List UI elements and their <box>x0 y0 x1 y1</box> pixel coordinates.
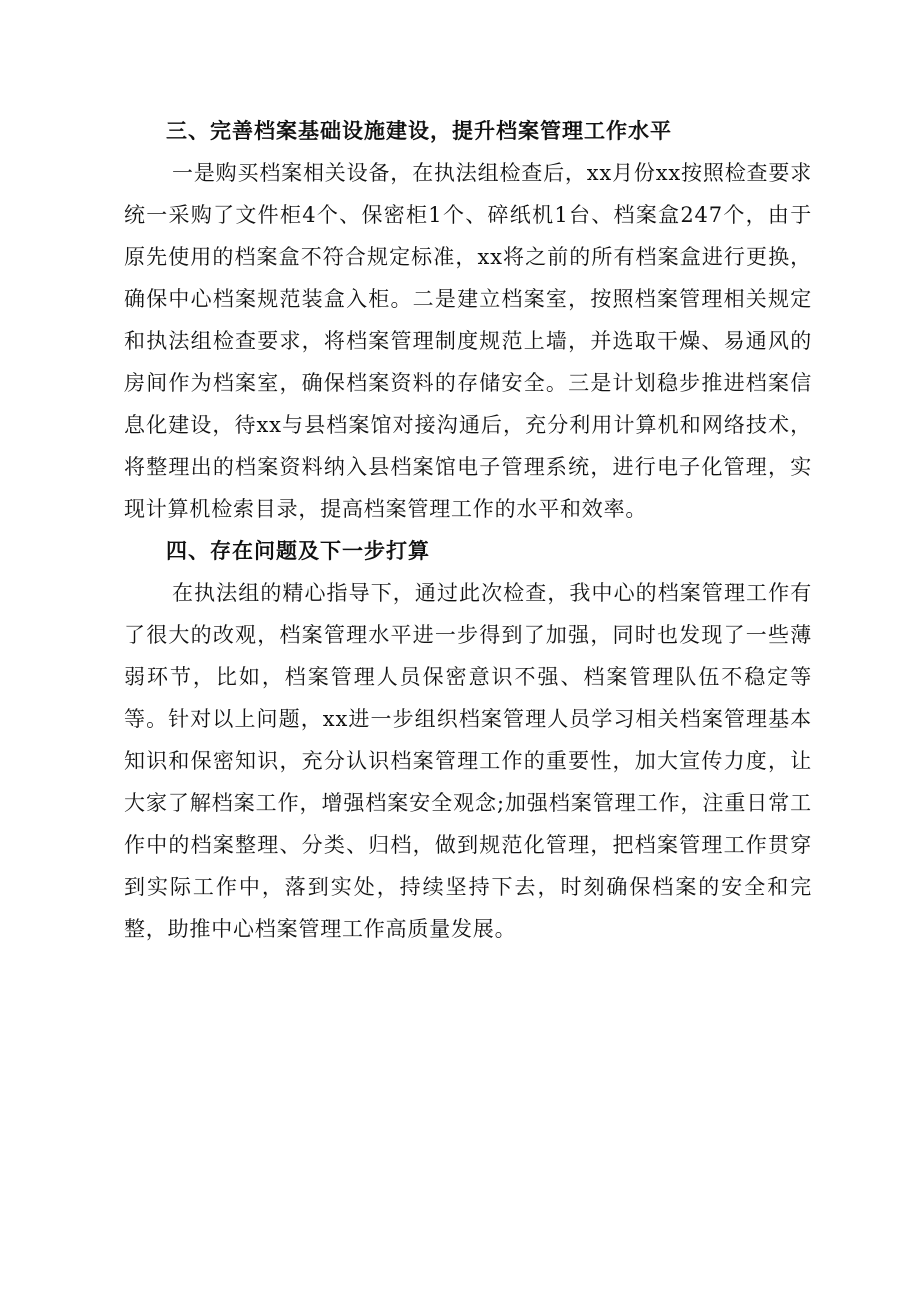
document-body <box>124 110 812 950</box>
section-3-paragraph: 一是购买档案相关设备，在执法组检查后，xx月份xx按照检查要求统一采购了文件柜4个、保密柜1个、碎纸机1台、档案盒247个，由于原先使用的档案盒不符合规定标准，xx将之前的所有档案盒进行更换，确保中心档案规范装盒入柜。二是建立档案室，按照档案管理相关规定和执法组检查要求，将档案管理制度规范上墙，并选取干燥、易通风的房间作为档案室，确保档案资料的存储安全。三是计划稳步推进档案信息化建设，待xx与县档案馆对接沟通后，充分利用计算机和网络技术，将整理出的档案资料纳入县档案馆电子管理系统，进行电子化管理，实现计算机检索目录，提高档案管理工作的水平和效率。 <box>124 161 812 521</box>
section-3-heading: 三、完善档案基础设施建设，提升档案管理工作水平 <box>166 119 672 143</box>
section-4-heading: 四、存在问题及下一步打算 <box>166 539 430 563</box>
section-4-paragraph: 在执法组的精心指导下，通过此次检查，我中心的档案管理工作有了很大的改观，档案管理水平进一步得到了加强，同时也发现了一些薄弱环节，比如，档案管理人员保密意识不强、档案管理队伍不稳定等等。针对以上问题，xx进一步组织档案管理人员学习相关档案管理基本知识和保密知识，充分认识档案管理工作的重要性，加大宣传力度，让大家了解档案工作，增强档案安全观念;加强档案管理工作，注重日常工作中的档案整理、分类、归档，做到规范化管理，把档案管理工作贯穿到实际工作中，落到实处，持续坚持下去，时刻确保档案的安全和完整，助推中心档案管理工作高质量发展。 <box>124 581 812 941</box>
